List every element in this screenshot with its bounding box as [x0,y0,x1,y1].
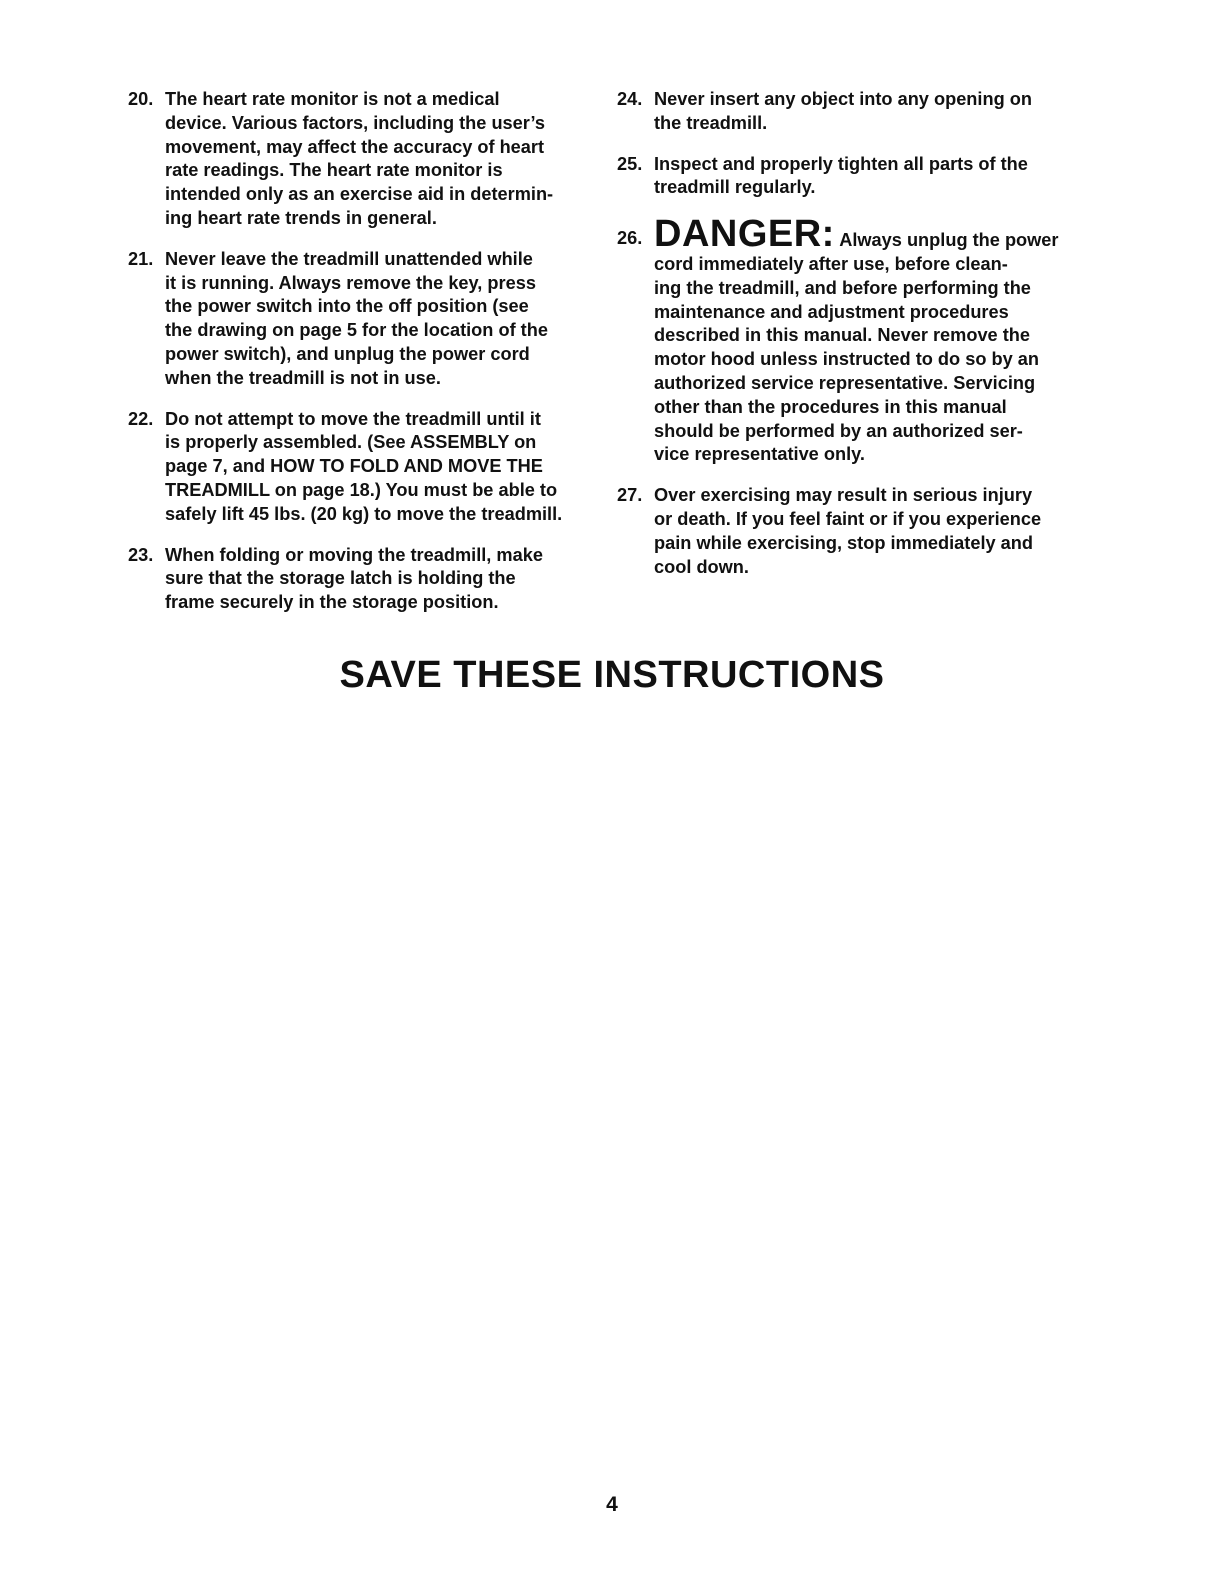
text-line: The heart rate monitor is not a medical [165,89,500,109]
text-line: it is running. Always remove the key, press [165,272,536,293]
text-line: power switch), and unplug the power cord [165,343,530,364]
text-line: When folding or moving the treadmill, make [165,544,543,565]
text-line: device. Various factors, including the user’s [165,112,546,133]
text-line: the drawing on page 5 for the location of the [165,320,548,341]
text-line: maintenance and adjustment procedures [654,301,1009,322]
safety-item-25 [617,153,1079,201]
text-line: ing heart rate trends in general. [165,207,437,228]
text-line: sure that the storage latch is holding the [165,568,516,589]
text-line: the treadmill. [654,112,768,133]
text-line: TREADMILL on page 18.) You must be able to [165,479,558,500]
safety-item-22 [128,408,598,527]
item-number: 23. [128,544,154,565]
text-line: rate readings. The heart rate monitor is [165,160,503,181]
text-line: cool down. [654,556,749,577]
text-line: Never insert any object into any opening on [654,89,1032,109]
text-line: authorized service representative. Servicing [654,372,1036,393]
safety-item-27 [617,484,1079,579]
item-number: 24. [617,89,643,109]
safety-item-24 [617,88,1079,136]
text-line: the power switch into the off position (see [165,296,529,317]
item-text [654,88,1079,136]
text-line: described in this manual. Never remove the [654,325,1031,346]
text-line: page 7, and HOW TO FOLD AND MOVE THE [165,456,543,477]
text-line: movement, may affect the accuracy of heart [165,136,545,157]
text-line: pain while exercising, stop immediately and [654,532,1034,553]
left-column [128,88,598,632]
text-line: intended only as an exercise aid in determin- [165,184,554,205]
item-number: 26. [617,228,643,249]
save-instructions-heading: SAVE THESE INSTRUCTIONS [339,654,885,696]
text-line: when the treadmill is not in use. [165,367,441,388]
text-line: vice representative only. [654,444,865,465]
item-number: 21. [128,248,154,269]
item-text [165,88,598,231]
safety-item-26-danger [617,213,1079,467]
text-line: Over exercising may result in serious injury [654,485,1033,506]
safety-item-23 [128,544,598,615]
text-line: motor hood unless instructed to do so by an [654,349,1039,370]
item-text [165,544,598,615]
item-number: 20. [128,89,154,109]
right-column [617,88,1079,596]
text-line: safely lift 45 lbs. (20 kg) to move the treadmill. [165,503,563,524]
text-line: ing the treadmill, and before performing the [654,277,1031,298]
text-line: should be performed by an authorized ser- [654,420,1023,441]
page-number: 4 [606,1493,618,1516]
text-line: frame securely in the storage position. [165,592,499,613]
item-number: 25. [617,153,643,174]
item-number: 22. [128,408,154,429]
safety-item-21 [128,248,598,391]
text-line: is properly assembled. (See ASSEMBLY on [165,432,537,453]
text-line: cord immediately after use, before clean- [654,253,1008,274]
text-line: or death. If you feel faint or if you experience [654,508,1042,529]
item-text [165,248,598,391]
safety-item-20 [128,88,598,231]
danger-label: DANGER: [654,213,835,256]
text-line: Never leave the treadmill unattended while [165,248,533,269]
text-line: Do not attempt to move the treadmill until it [165,408,541,429]
item-text [165,408,598,527]
item-text [654,153,1079,201]
item-number: 27. [617,485,643,506]
text-line: other than the procedures in this manual [654,396,1007,417]
item-text [654,213,1079,467]
item-text [654,484,1079,579]
text-line: Always unplug the power [839,230,1059,251]
text-line: Inspect and properly tighten all parts of the [654,153,1028,174]
text-line: treadmill regularly. [654,177,816,198]
danger-first-line [654,213,1079,256]
